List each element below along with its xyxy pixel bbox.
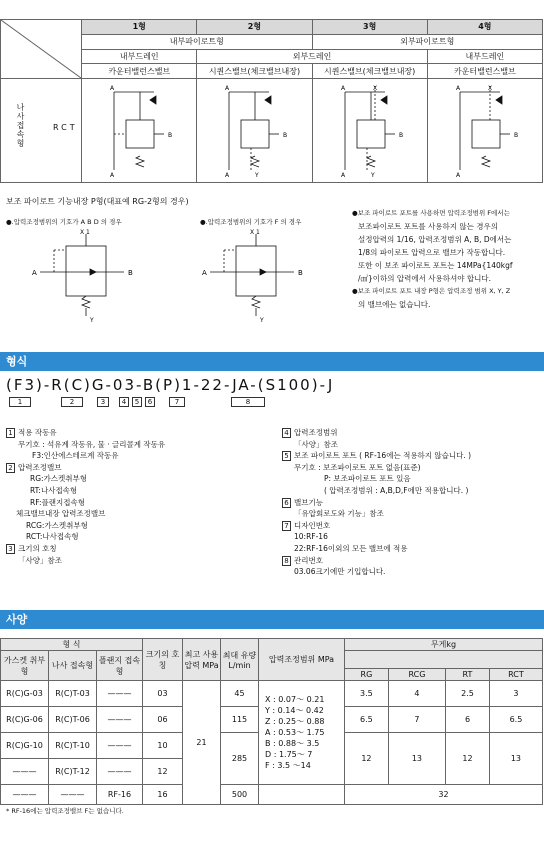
th-model: 형 식 [1,639,143,651]
opt-2-line-b: RT:나사접속형 [30,485,78,495]
row1-thread: R(C)T-06 [49,707,97,733]
pilot-left-x1: X 1 [80,229,90,236]
valve-name-4: 카운터밸런스밸브 [427,64,542,79]
w0-rct: 3 [489,681,542,707]
model-left-list [6,427,266,566]
opt-5-line-b: P: 보조파이로트 포트 있음 [324,474,411,484]
index-box-4: 4 [119,397,129,407]
spec-heading: 사양 [0,610,544,629]
pilot-bullet-4: 또한 이 보조 파이로트 포트는 14MPa{140kgf [358,261,513,270]
opt-6-title: 6 밸브기능 [282,497,542,509]
w1-rct: 6.5 [489,707,542,733]
flow-2: 285 [221,733,259,785]
flow-3: 500 [221,785,259,805]
side-label-cell [1,79,82,183]
opt-6-line-a: 「유압회로도와 기능」참조 [294,509,384,519]
pilot-bullet-2: 설정압력의 1/16, 압력조정범위 A, B, D에서는 [358,235,512,244]
opt-7-line-a: 10:RF-16 [294,532,328,542]
opt-7-title: 7 디자인번호 [282,520,542,532]
valve-name-2: 시퀀스밸브(체크밸브내장) [197,64,312,79]
range-list [259,681,345,785]
row1-size: 06 [143,707,183,733]
port-b-3: B [398,131,403,139]
row3-size: 12 [143,759,183,785]
opt-3-title: 3 크기의 호칭 [6,543,266,555]
th-flange: 플랜지 접속형 [97,651,143,681]
row4-flange: RF-16 [97,785,143,805]
port-a-bottom-3: A [340,171,345,178]
index-box-5: 5 [132,397,142,407]
range-f: F : 3.5 ～14 [265,761,311,770]
pilot-bullet-7: 의 밸브에는 없습니다. [358,300,431,309]
model-right-list [282,427,542,578]
type-3-header: 3형 [312,20,427,35]
table-row [1,681,543,707]
range-b: B : 0.88～ 3.5 [265,739,320,748]
port-a-top-3: A [340,84,345,92]
opt-2-line-c: RF:플랜지접속형 [30,497,85,507]
w0-rg: 3.5 [345,681,389,707]
w0-rt: 2.5 [446,681,490,707]
opt-8-line-a: 03.06크기에만 기입합니다. [294,567,386,577]
row2-gasket: R(C)G-10 [1,733,49,759]
valve-symbol-3 [315,82,425,178]
th-size: 크기의 호칭 [143,639,183,681]
port-x-3: X [372,84,377,92]
port-a-bottom-2: A [225,171,230,178]
row2-flange: ——— [97,733,143,759]
type-2-header: 2형 [197,20,312,35]
row0-flange: ——— [97,681,143,707]
row0-size: 03 [143,681,183,707]
index-box-1: 1 [9,397,31,407]
drain-external: 외부드레인 [197,49,427,64]
valve-name-1: 카운터밸런스밸브 [82,64,197,79]
row1-gasket: R(C)G-06 [1,707,49,733]
w0-rcg: 4 [388,681,445,707]
max-pressure-value: 21 [183,681,221,805]
opt-4-line-a: 「사양」참조 [294,439,338,449]
spec-footnote: * RF-16에는 압력조정밸브 F는 없습니다. [6,807,124,815]
index-box-7: 7 [169,397,185,407]
model-heading: 형식 [0,352,544,371]
type-table [0,19,543,183]
spec-table [0,638,543,805]
w1-rg: 6.5 [345,707,389,733]
pilot-external: 외부파이로트형 [312,34,542,49]
row3-gasket: ——— [1,759,49,785]
index-box-6: 6 [145,397,155,407]
opt-2-line-e: RCG:가스켓취부형 [26,520,88,530]
w2-rg: 12 [345,733,389,785]
opt-3-line-a: 「사양」참조 [18,555,62,565]
pilot-right-caption: ●.압력조정범위의 기호가 F 의 경우 [200,218,302,226]
type-4-header: 4형 [427,20,542,35]
row3-flange: ——— [97,759,143,785]
w2-rct: 13 [489,733,542,785]
th-max-flow: 최대 유량 L/min [221,639,259,681]
opt-4-title: 4 압력조정범위 [282,427,542,439]
w2-rt: 12 [446,733,490,785]
symbol-cell-2 [197,79,312,183]
drain-internal-1: 내부드레인 [82,49,197,64]
symbol-cell-3 [312,79,427,183]
pilot-symbol-left [30,228,140,324]
th-thread: 나사 접속형 [49,651,97,681]
w2-rcg: 13 [388,733,445,785]
opt-1-line-b: F3:인산에스테르계 작동유 [32,451,119,461]
pilot-bullet-5: /㎠}이하의 압력에서 사용하셔야 합니다. [358,274,492,283]
range-y: Y : 0.14～ 0.42 [265,706,324,715]
opt-2-line-a: RG:가스켓취부형 [30,474,88,484]
th-weight: 무게kg [345,639,543,651]
port-x-4: X [487,84,492,92]
range-z: Z : 0.25～ 0.88 [265,717,325,726]
th-w-rcg: RCG [388,669,445,681]
th-gasket: 가스켓 취부형 [1,651,49,681]
pilot-bullet-0: ●보조 파이로트 포트를 사용하면 압력조정범위 F에서는 [352,209,510,217]
range-a: A : 0.53～ 1.75 [265,728,325,737]
th-w-rct: RCT [489,669,542,681]
symbol-cell-4 [427,79,542,183]
side-code: RCT [53,123,78,132]
opt-2-line-d: 체크밸브내장 압력조정밸브 [16,509,106,519]
w1-rt: 6 [446,707,490,733]
row2-size: 10 [143,733,183,759]
row2-thread: R(C)T-10 [49,733,97,759]
th-w-rt: RT [446,669,490,681]
th-max-pressure: 최고 사용압력 MPa [183,639,221,681]
pilot-bullet-6: ●보조 파이로트 포트 내장 P형은 압력조정 범위 X, Y, Z [352,287,511,295]
w1-rcg: 7 [388,707,445,733]
index-box-2: 2 [61,397,83,407]
pilot-internal: 내부파이로트형 [82,34,312,49]
type-1-header: 1형 [82,20,197,35]
row0-gasket: R(C)G-03 [1,681,49,707]
valve-symbol-1 [84,82,194,178]
corner-cell [1,20,82,79]
corner-diagonal [1,20,81,78]
opt-5-line-c: ( 압력조정범위 : A,B,D,F에만 적용합니다. ) [324,485,469,495]
port-b-2: B [283,131,288,139]
side-label: 나사접속형 [16,103,25,148]
port-b-4: B [513,131,518,139]
row4-gasket: ——— [1,785,49,805]
row4-size: 16 [143,785,183,805]
valve-symbol-4 [430,82,540,178]
range-rf-empty [259,785,345,805]
opt-5-title: 5 보조 파이로트 포트 ( RF-16에는 적용하지 않습니다. ) [282,450,542,462]
opt-5-line-a: 무기호 : 보조파이로트 포트 없음(표준) [294,462,421,472]
opt-7-line-b: 22:RF-16이외의 모든 밸브에 적용 [294,543,408,553]
port-a-top-2: A [225,84,230,92]
port-a-bottom-4: A [455,171,460,178]
pilot-right-y: Y [260,317,264,324]
row1-flange: ——— [97,707,143,733]
opt-8-title: 8 관리번호 [282,555,542,567]
pilot-bullet-3: 1/8의 파이로트 압력으로 밸브가 작동합니다. [358,248,506,257]
port-b-1: B [168,131,173,139]
flow-0: 45 [221,681,259,707]
opt-2-title: 2 압력조정밸브 [6,462,266,474]
valve-symbol-2 [199,82,309,178]
port-a-top-1: A [110,84,115,92]
pilot-symbol-right [200,228,310,324]
drain-internal-4: 내부드레인 [427,49,542,64]
row0-thread: R(C)T-03 [49,681,97,707]
pilot-note-title: 보조 파이로트 기능내장 P형(대표예 RG-2형의 경우) [6,197,189,206]
pilot-left-y: Y [90,317,94,324]
index-box-3: 3 [97,397,109,407]
range-d: D : 1.75～ 7 [265,750,313,759]
range-x: X : 0.07～ 0.21 [265,695,325,704]
pilot-right-x1: X 1 [250,229,260,236]
pilot-left-caption: ●.압력조정범위의 기호가 A B D 의 경우 [6,218,122,226]
port-y-2: Y [255,171,260,178]
pilot-left-b: B [128,269,133,277]
valve-name-3: 시퀀스밸브(체크밸브내장) [312,64,427,79]
opt-1-title: 1 적용 작동유 [6,427,266,439]
table-row [1,785,543,805]
weight-rf: 32 [345,785,543,805]
port-a-top-4: A [455,84,460,92]
opt-1-line-a: 무기호 : 석유계 작동유, 물 · 글리콜계 작동유 [18,439,166,449]
pilot-bullet-1: 보조파이로트 포트를 사용하지 않는 경우의 [358,222,498,231]
th-range: 압력조정범위 MPa [259,639,345,681]
th-w-rg: RG [345,669,389,681]
symbol-cell-1 [82,79,197,183]
port-a-bottom-1: A [110,171,115,178]
opt-2-line-f: RCT:나사접속형 [26,532,79,542]
model-code: (F3)-R(C)G-03-B(P)1-22-JA-(S100)-J [6,376,335,394]
pilot-right-b: B [298,269,303,277]
index-box-8: 8 [231,397,265,407]
th-weight-spacer [345,651,543,669]
pilot-left-a: A [32,269,37,277]
row4-thread: ——— [49,785,97,805]
pilot-bullets [352,207,542,311]
flow-1: 115 [221,707,259,733]
port-y-3: Y [370,171,375,178]
pilot-right-a: A [202,269,207,277]
row3-thread: R(C)T-12 [49,759,97,785]
